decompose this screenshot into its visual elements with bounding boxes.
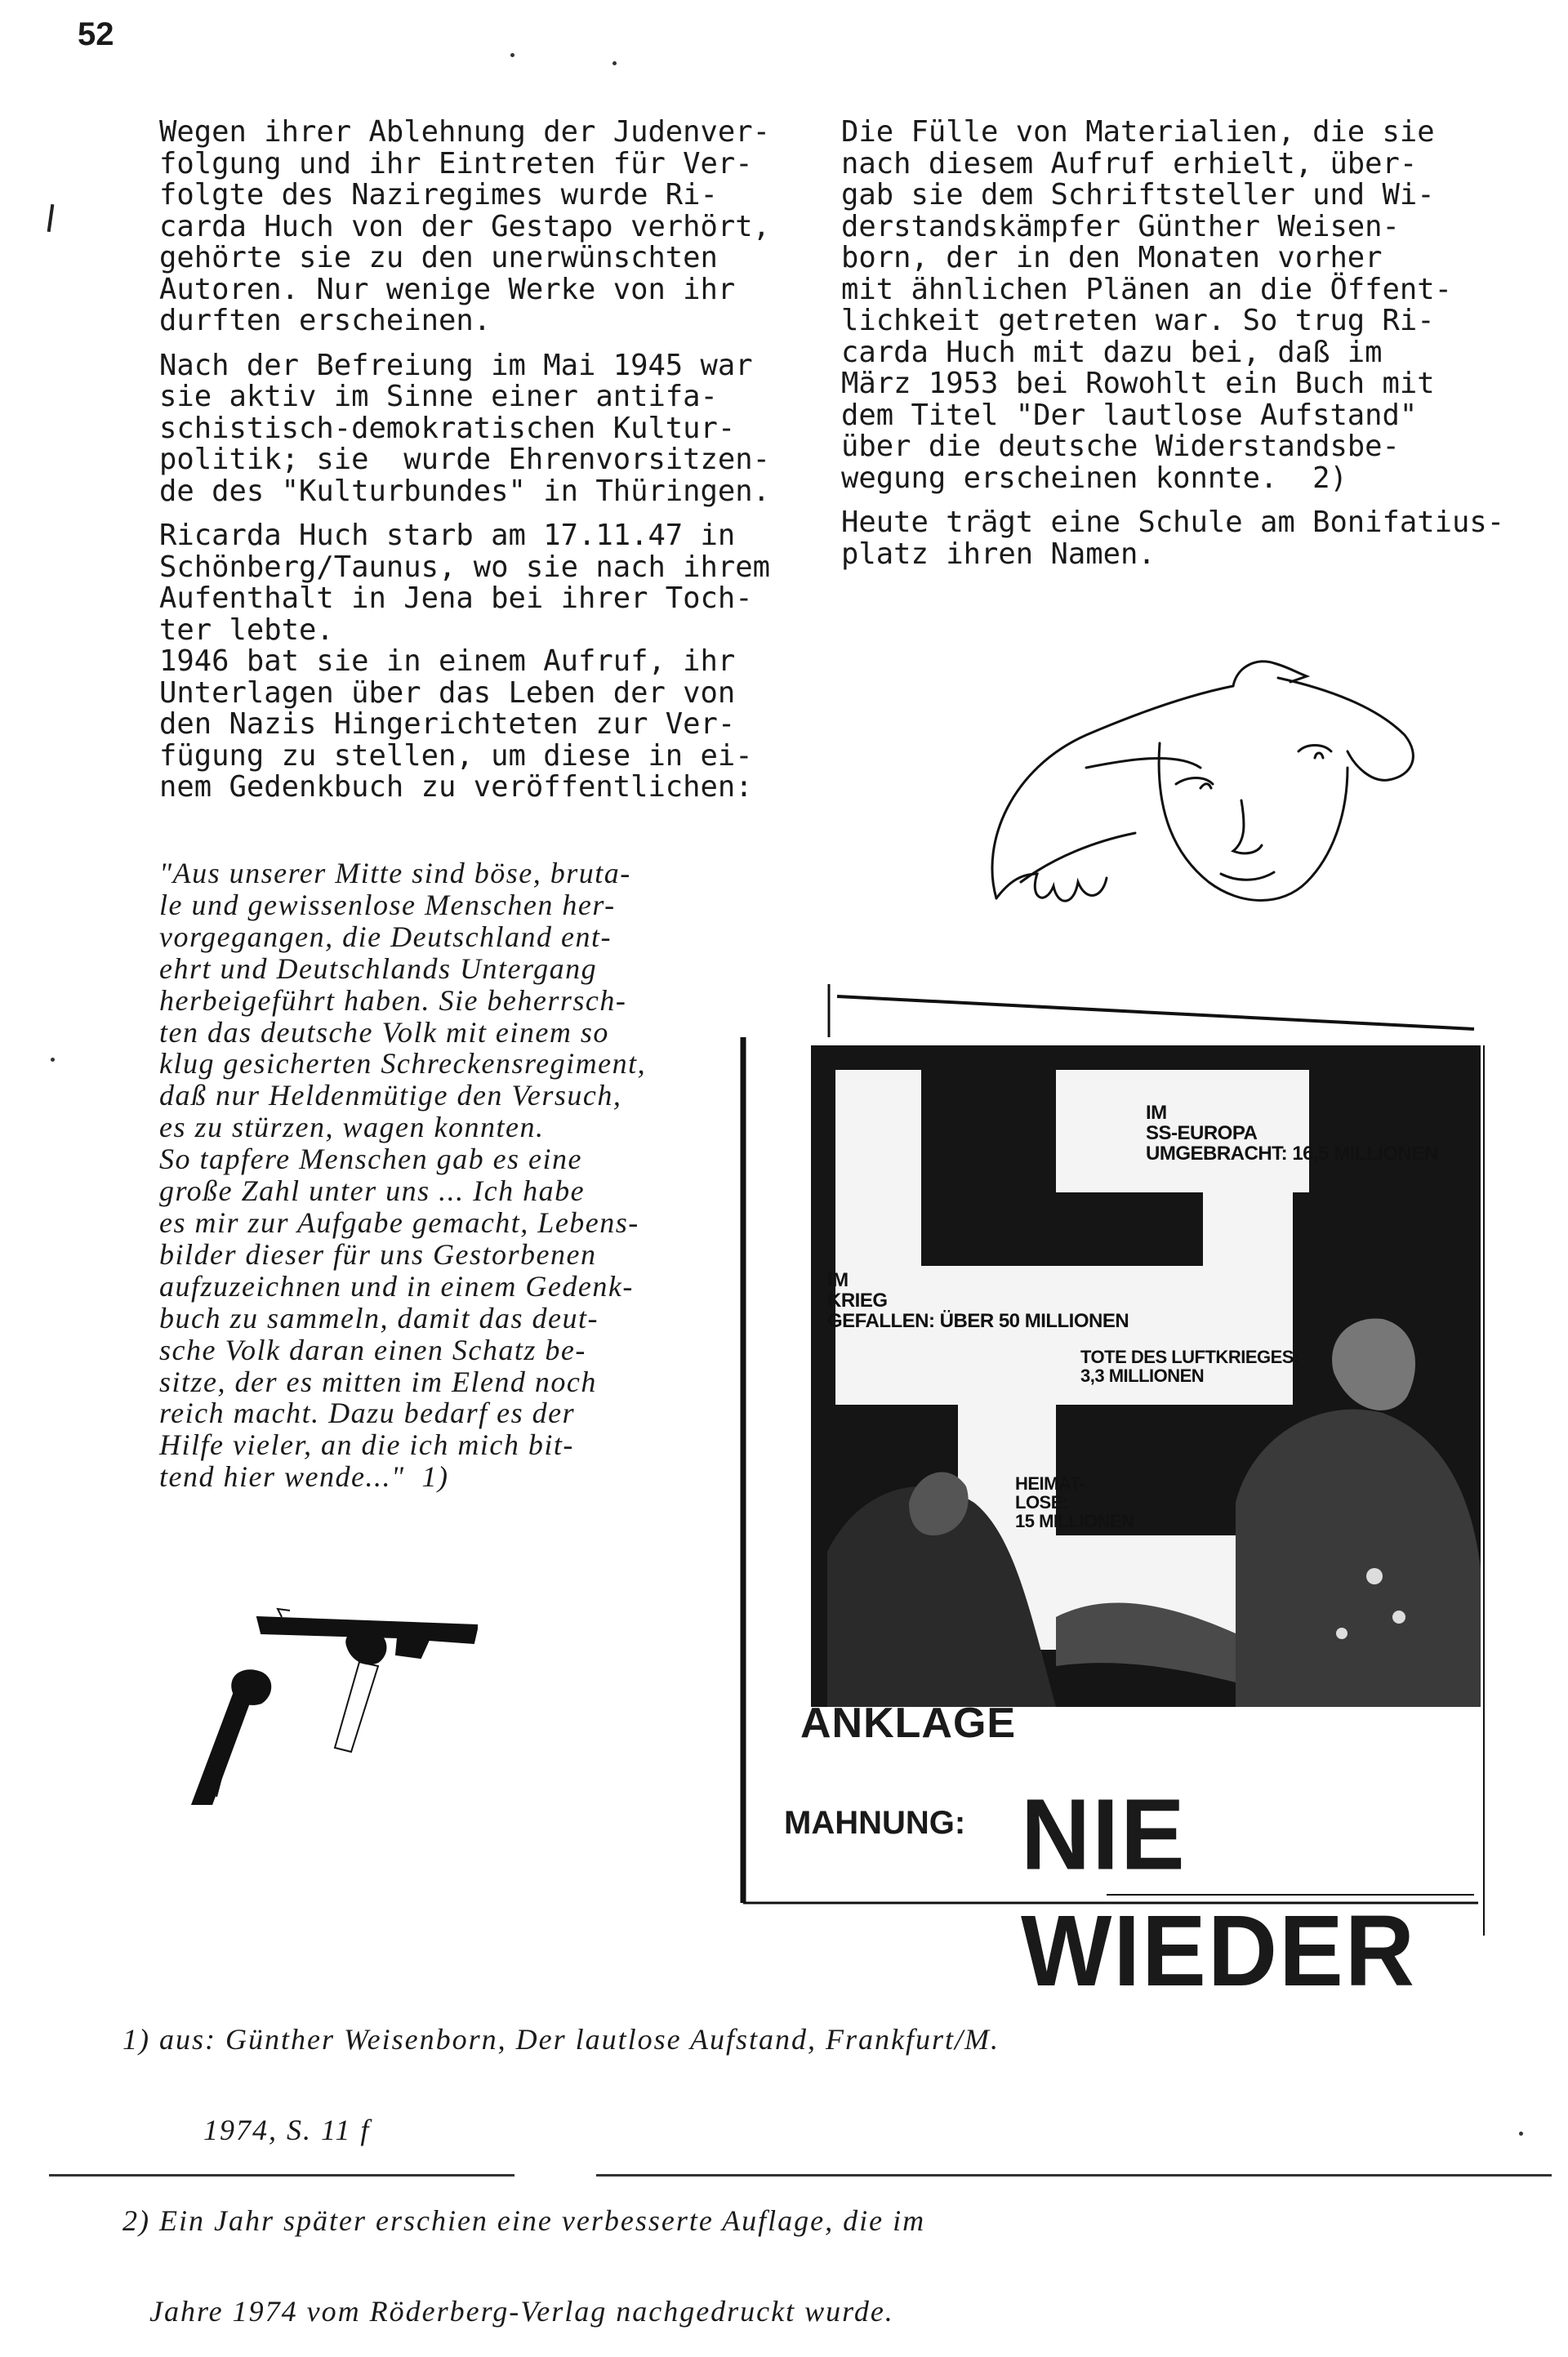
- bottom-rule: [596, 2174, 1552, 2177]
- bottom-rule: [49, 2174, 514, 2177]
- poster-anklage-mahnung: [739, 980, 1490, 2008]
- paragraph: Ricarda Huch starb am 17.11.47 in Schönberg/Taunus, wo sie nach ihrem Aufenthalt in Jena bei ihrer Toch- ter lebte. 1946 bat sie in einem Aufruf, ihr Unterlagen über das Leben der von den Nazis Hingerichteten zur Ver- fügung zu stellen, um diese in ei- nem Gedenkbuch zu veröffentlichen:: [159, 519, 771, 804]
- fists-breaking-rifle-drawing: [184, 1601, 478, 1805]
- poster-photo: [811, 1045, 1481, 1707]
- page-number: 52: [78, 16, 114, 52]
- speck: [510, 53, 514, 57]
- footnote-1-line-1: 1) aus: Günther Weisenborn, Der lautlose Aufstand, Frankfurt/M.: [122, 2023, 1000, 2056]
- left-column: [159, 117, 829, 817]
- paragraph: Nach der Befreiung im Mai 1945 war sie aktiv im Sinne einer antifa- schistisch-demokratischen Kultur- politik; sie wurde Ehrenvorsitzen- de des "Kulturbundes" in Thüringen.: [159, 348, 771, 508]
- poster-nie-wieder: NIE WIEDER: [1021, 1778, 1416, 2008]
- right-column: [841, 117, 1560, 583]
- dove-face-drawing: [964, 637, 1421, 947]
- margin-mark: [47, 204, 55, 232]
- footnote-2-line-1: 2) Ein Jahr später erschien eine verbesserte Auflage, die im: [122, 2204, 926, 2237]
- poster-caption-luftkrieg: TOTE DES LUFTKRIEGES: 3,3 MILLIONEN: [1080, 1347, 1299, 1387]
- footnotes: [122, 1964, 1511, 2357]
- poster-caption-ss-europa: IM SS-EUROPA UMGEBRACHT: 16,5 MILLIONEN: [1146, 1102, 1438, 1165]
- ricarda-huch-quote: "Aus unserer Mitte sind böse, bruta- le und gewissenlose Menschen her- vorgegangen, die Deutschland ent- ehrt und Deutschlands Untergang herbeigeführt haben. Sie beherrsch- ten das deutsche Volk mit einem so klug gesicherten Schreckensregiment, daß nur Heldenmütige den Versuch, es zu stürzen, wagen konnten. So tapfere Menschen gab es eine große Zahl unter uns ... Ich habe es mir zur Aufgabe gemacht, Lebens- bilder dieser für uns Gestorbenen aufzuzeichnen und in einem Gedenk- buch zu sammeln, damit das deut- sche Volk daran einen Schatz be- sitze, der es mitten im Elend noch reich macht. Dazu bedarf es der Hilfe vieler, an die ich mich bit- tend hier wende..." 1): [159, 857, 647, 1494]
- paragraph: Wegen ihrer Ablehnung der Judenver- folgung und ihr Eintreten für Ver- folgte des Naziregimes wurde Ri- carda Huch von der Gestapo verhört, gehörte sie zu den unerwünschten Autoren. Nur wenige Werke von ihr durften erscheinen.: [159, 115, 771, 337]
- paragraph: Heute trägt eine Schule am Bonifatius- platz ihren Namen.: [841, 506, 1505, 571]
- speck: [51, 1058, 55, 1062]
- poster-caption-krieg: IM KRIEG GEFALLEN: ÜBER 50: [827, 1269, 1020, 1333]
- footnote-1-line-2: 1974, S. 11 f: [122, 2114, 371, 2146]
- poster-caption-heimatlose: HEIMAT- LOSE: 15 MILLIONEN: [1015, 1473, 1134, 1532]
- speck: [612, 61, 617, 65]
- speck: [1519, 2132, 1523, 2136]
- footnote-2-line-2: Jahre 1974 vom Röderberg-Verlag nachgedruckt wurde.: [122, 2295, 894, 2328]
- poster-anklage: ANKLAGE: [800, 1700, 1017, 1747]
- poster-mahnung: MAHNUNG:: [784, 1805, 966, 1841]
- paragraph: Die Fülle von Materialien, die sie nach diesem Aufruf erhielt, über- gab sie dem Schriftsteller und Wi- derstandskämpfer Günther Weisen- born, der in den Monaten vorher mit ähnlichen Plänen an die Öffent- lichkeit getreten war. So trug Ri- carda Huch mit dazu bei, daß im März 1953 bei Rowohlt ein Buch mit dem Titel "Der lautlose Aufstand" über die deutsche Widerstandsbe- wegung erscheinen konnte. 2): [841, 115, 1453, 495]
